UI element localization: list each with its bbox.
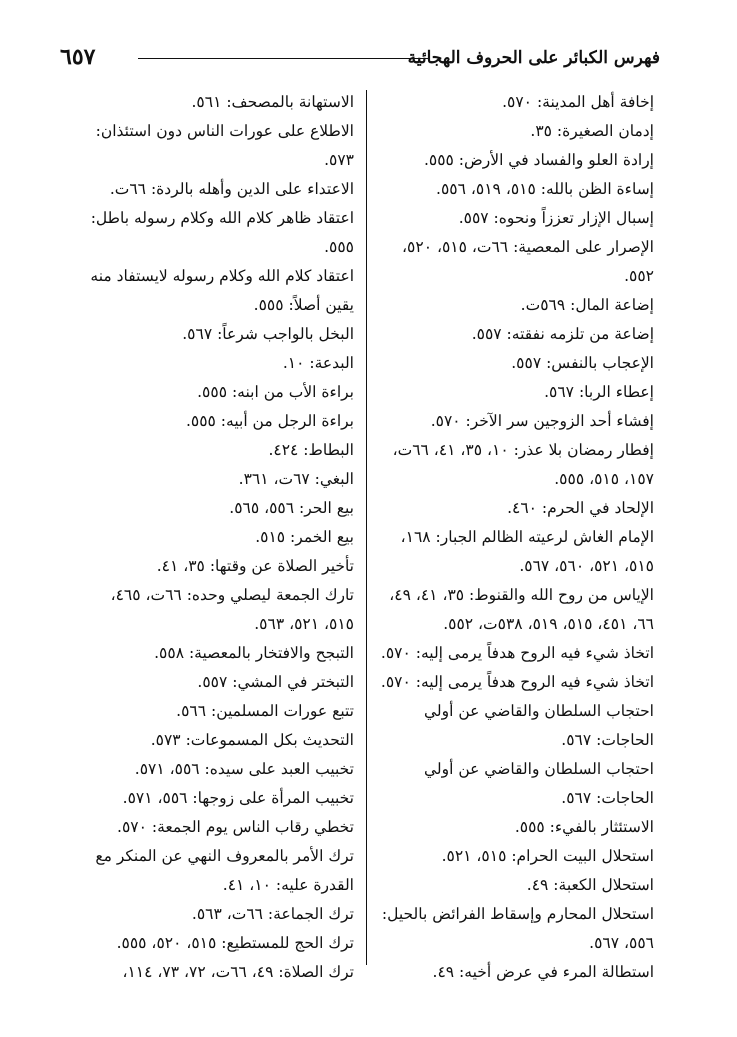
index-entry: إضاعة من تلزمه نفقته: ٥٥٧. (471, 325, 654, 343)
index-entry: بيع الحر: ٥٥٦، ٥٦٥. (229, 499, 354, 517)
index-entry: البدعة: ١٠. (282, 354, 354, 372)
index-entry: الإعجاب بالنفس: ٥٥٧. (511, 354, 654, 372)
index-entry: البخل بالواجب شرعاً: ٥٦٧. (182, 325, 354, 343)
index-entry: الاستهانة بالمصحف: ٥٦١. (191, 93, 354, 111)
index-entry: براءة الأب من ابنه: ٥٥٥. (197, 383, 354, 401)
index-entry: الاعتداء على الدين وأهله بالردة: ٦٦ت. (109, 180, 354, 198)
index-entry: تارك الجمعة ليصلي وحده: ٦٦ت، ٤٦٥، ٥١٥، ٥٢١، ٥٦٣. (110, 586, 354, 633)
page-header (60, 40, 660, 80)
index-entry: الإصرار على المعصية: ٦٦ت، ٥١٥، ٥٢٠، ٥٥٢. (402, 238, 654, 285)
index-entry: تخبيب العبد على سيده: ٥٥٦، ٥٧١. (134, 760, 354, 778)
index-entry: تخبيب المرأة على زوجها: ٥٥٦، ٥٧١. (122, 789, 354, 807)
index-entry: تأخير الصلاة عن وقتها: ٣٥، ٤١. (156, 557, 354, 575)
index-entry: الإياس من روح الله والقنوط: ٣٥، ٤١، ٤٩، ٦٦، ٤٥١، ٥١٥، ٥١٩، ٥٣٨ت، ٥٥٢. (389, 586, 654, 633)
index-entry: تخطي رقاب الناس يوم الجمعة: ٥٧٠. (117, 818, 354, 836)
index-entry: التحديث بكل المسموعات: ٥٧٣. (150, 731, 354, 749)
index-entry: التبختر في المشي: ٥٥٧. (197, 673, 354, 691)
index-entry: إفطار رمضان بلا عذر: ١٠، ٣٥، ٤١، ٦٦ت، ١٥٧، ٥١٥، ٥٥٥. (392, 441, 654, 488)
index-entry: ترك الحج للمستطيع: ٥١٥، ٥٢٠، ٥٥٥. (116, 934, 354, 952)
index-entry: الإلحاد في الحرم: ٤٦٠. (507, 499, 654, 517)
index-entry: إعطاء الربا: ٥٦٧. (544, 383, 654, 401)
index-entry: تتبع عورات المسلمين: ٥٦٦. (176, 702, 354, 720)
index-entry: ترك الجماعة: ٦٦ت، ٥٦٣. (191, 905, 354, 923)
index-entry: استحلال الكعبة: ٤٩. (526, 876, 654, 894)
column-divider (366, 90, 367, 965)
index-entry: اتخاذ شيء فيه الروح هدفاً يرمى إليه: ٥٧٠. (380, 644, 654, 662)
index-entry: احتجاب السلطان والقاضي عن أولي الحاجات: ٥٦٧. (423, 760, 654, 807)
index-entry: إدمان الصغيرة: ٣٥. (530, 122, 654, 140)
index-entry: بيع الخمر: ٥١٥. (255, 528, 354, 546)
index-entry: البغي: ٦٧ت، ٣٦١. (238, 470, 354, 488)
index-entry: ترك الأمر بالمعروف النهي عن المنكر مع القدرة عليه: ١٠، ٤١. (95, 847, 354, 894)
index-entry: البطاط: ٤٢٤. (268, 441, 354, 459)
index-entry: اتخاذ شيء فيه الروح هدفاً يرمى إليه: ٥٧٠. (380, 673, 654, 691)
page-number: ٦٥٧ (60, 44, 96, 70)
header-rule (138, 58, 428, 59)
index-entry: إسبال الإزار تعززاً ونحوه: ٥٥٧. (458, 209, 654, 227)
index-entry: الاطلاع على عورات الناس دون استئذان: ٥٧٣. (95, 122, 354, 169)
index-entry: إرادة العلو والفساد في الأرض: ٥٥٥. (423, 151, 654, 169)
index-entry: براءة الرجل من أبيه: ٥٥٥. (185, 412, 354, 430)
index-entry: إساءة الظن بالله: ٥١٥، ٥١٩، ٥٥٦. (436, 180, 654, 198)
index-entry: إخافة أهل المدينة: ٥٧٠. (502, 93, 654, 111)
index-entry: استحلال المحارم وإسقاط الفرائض بالحيل: ٥٥٦، ٥٦٧. (381, 905, 654, 952)
index-entry: الاستئثار بالفيء: ٥٥٥. (514, 818, 654, 836)
left-column (78, 88, 354, 987)
index-entry: ترك الصلاة: ٤٩، ٦٦ت، ٧٢، ٧٣، ١١٤، (122, 963, 354, 981)
index-entry: اعتقاد ظاهر كلام الله وكلام رسوله باطل: ٥٥٥. (90, 209, 354, 256)
index-entry: استحلال البيت الحرام: ٥١٥، ٥٢١. (441, 847, 654, 865)
index-entry: احتجاب السلطان والقاضي عن أولي الحاجات: ٥٦٧. (423, 702, 654, 749)
index-entry: إضاعة المال: ٥٦٩ت. (520, 296, 654, 314)
right-column (378, 88, 654, 987)
index-entry: اعتقاد كلام الله وكلام رسوله لايستفاد منه يقين أصلاً: ٥٥٥. (90, 267, 354, 314)
index-entry: استطالة المرء في عرض أخيه: ٤٩. (432, 963, 654, 981)
index-entry: إفشاء أحد الزوجين سر الآخر: ٥٧٠. (430, 412, 654, 430)
index-entry: الإمام الغاش لرعيته الظالم الجبار: ١٦٨، ٥١٥، ٥٢١، ٥٦٠، ٥٦٧. (400, 528, 654, 575)
index-entry: التبجح والافتخار بالمعصية: ٥٥٨. (154, 644, 354, 662)
header-title: فهرس الكبائر على الحروف الهجائية (407, 48, 660, 68)
